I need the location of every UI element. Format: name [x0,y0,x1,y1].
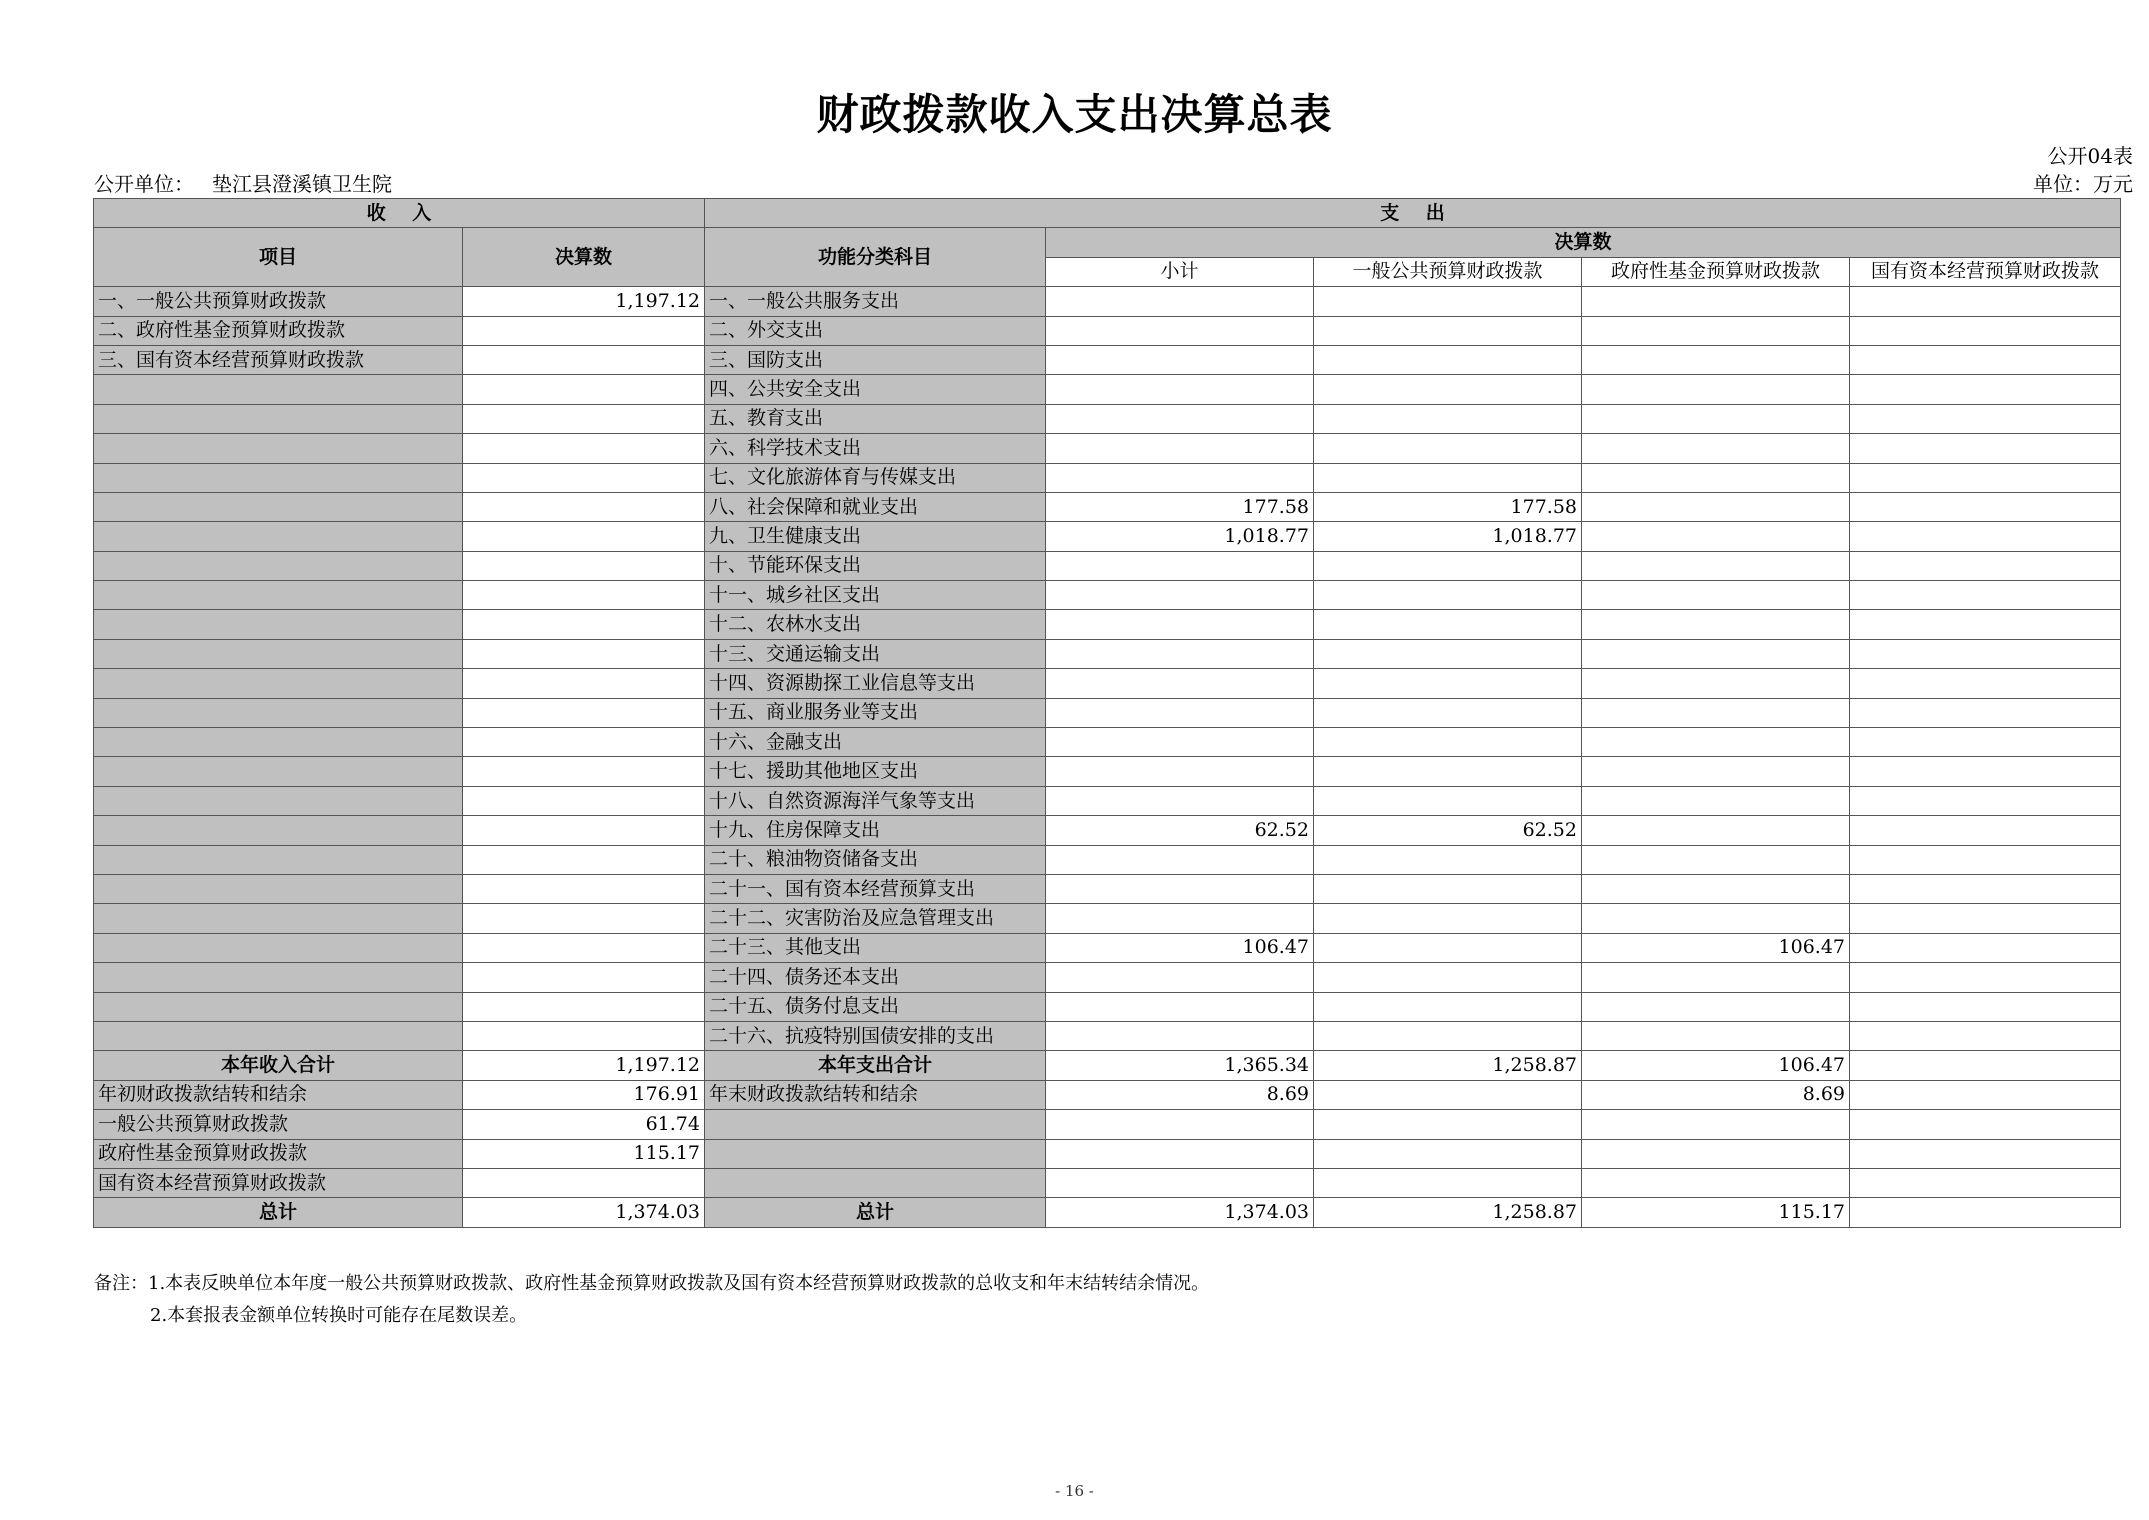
general-budget-cell [1314,551,1582,580]
closing-carry-subtotal: 8.69 [1046,1080,1314,1109]
gov-fund-cell [1582,874,1850,903]
table-row [94,463,2121,492]
gov-fund-cell [1582,316,1850,345]
state-capital-cell [1850,816,2121,845]
expense-category-cell: 十一、城乡社区支出 [705,581,1046,610]
carry-sub-empty [1314,1168,1582,1197]
income-amount-cell [463,434,705,463]
subtotal-cell [1046,375,1314,404]
state-capital-cell [1850,522,2121,551]
income-amount-cell [463,992,705,1021]
income-amount-cell [463,874,705,903]
income-item-cell [94,904,463,933]
income-amount-cell [463,757,705,786]
income-item-cell [94,551,463,580]
general-budget-cell [1314,287,1582,316]
state-capital-cell [1850,639,2121,668]
income-item-cell [94,963,463,992]
table-row [94,698,2121,727]
subtotal-cell [1046,404,1314,433]
table-row [94,845,2121,874]
subtotal-cell [1046,963,1314,992]
general-budget-cell [1314,463,1582,492]
gov-fund-cell [1582,845,1850,874]
table-row [94,581,2121,610]
income-amount-cell [463,963,705,992]
general-budget-cell [1314,669,1582,698]
income-amount-cell [463,581,705,610]
expense-category-cell: 二十六、抗疫特别国债安排的支出 [705,1021,1046,1050]
expense-category-cell: 四、公共安全支出 [705,375,1046,404]
income-amount-cell [463,404,705,433]
table-row [94,1021,2121,1050]
carry-sub-row [94,1168,2121,1197]
grand-total-income-amount: 1,374.03 [463,1198,705,1227]
income-item-cell [94,434,463,463]
annual-expense-fund: 106.47 [1582,1051,1850,1080]
general-budget-cell [1314,698,1582,727]
state-capital-cell [1850,404,2121,433]
gov-fund-cell [1582,816,1850,845]
carry-sub-empty [1850,1110,2121,1139]
income-header: 收 入 [94,199,705,228]
carry-sub-empty [1314,1110,1582,1139]
subtotal-cell [1046,874,1314,903]
table-row [94,375,2121,404]
income-item-cell [94,522,463,551]
carry-sub-empty [1046,1139,1314,1168]
state-capital-cell [1850,904,2121,933]
state-capital-cell [1850,345,2121,374]
table-row [94,551,2121,580]
expense-category-cell: 十九、住房保障支出 [705,816,1046,845]
expense-category-cell: 六、科学技术支出 [705,434,1046,463]
income-amount-cell [463,728,705,757]
carry-sub-row [94,1110,2121,1139]
general-budget-cell [1314,786,1582,815]
income-amount-cell [463,904,705,933]
state-capital-cell [1850,434,2121,463]
carry-sub-label: 一般公共预算财政拨款 [94,1110,463,1139]
annual-expense-subtotal: 1,365.34 [1046,1051,1314,1080]
table-row [94,992,2121,1021]
general-budget-cell [1314,1021,1582,1050]
table-row [94,786,2121,815]
subtotal-cell [1046,551,1314,580]
income-item-cell [94,492,463,521]
state-capital-cell [1850,728,2121,757]
income-amount-cell [463,316,705,345]
expense-header: 支 出 [705,199,2121,228]
subtotal-cell [1046,434,1314,463]
income-amount-cell [463,492,705,521]
gov-fund-cell [1582,698,1850,727]
reporting-unit-label: 公开单位： [94,172,194,196]
income-amount-cell [463,786,705,815]
income-item-cell [94,992,463,1021]
general-budget-cell [1314,404,1582,433]
subtotal-cell [1046,581,1314,610]
subtotal-cell [1046,316,1314,345]
carry-sub-empty [1850,1139,2121,1168]
table-row [94,963,2121,992]
general-budget-cell: 62.52 [1314,816,1582,845]
grand-total-row [94,1198,2121,1227]
state-capital-cell [1850,581,2121,610]
income-item-cell [94,698,463,727]
expense-category-cell: 二十五、债务付息支出 [705,992,1046,1021]
gov-fund-cell [1582,757,1850,786]
table-row [94,757,2121,786]
expense-category-cell: 二十一、国有资本经营预算支出 [705,874,1046,903]
subtotal-header: 小计 [1046,257,1314,286]
subtotal-cell [1046,698,1314,727]
subtotal-cell [1046,669,1314,698]
carry-sub-empty [1582,1110,1850,1139]
reporting-unit-name: 垫江县澄溪镇卫生院 [212,172,392,196]
state-capital-cell [1850,287,2121,316]
general-budget-cell [1314,874,1582,903]
grand-total-subtotal: 1,374.03 [1046,1198,1314,1227]
notes [94,1268,1209,1332]
expense-category-cell: 二、外交支出 [705,316,1046,345]
expense-category-cell: 二十二、灾害防治及应急管理支出 [705,904,1046,933]
subtotal-cell [1046,992,1314,1021]
grand-total-income-label: 总计 [94,1198,463,1227]
table-row [94,404,2121,433]
table-row [94,434,2121,463]
general-budget-cell [1314,963,1582,992]
carry-sub-blank [705,1110,1046,1139]
table-row [94,610,2121,639]
carry-sub-empty [1582,1168,1850,1197]
carry-sub-blank [705,1168,1046,1197]
expense-category-cell: 十二、农林水支出 [705,610,1046,639]
table-row [94,933,2121,962]
expense-category-cell: 十、节能环保支出 [705,551,1046,580]
gov-fund-cell [1582,345,1850,374]
carry-sub-amount: 115.17 [463,1139,705,1168]
general-budget-cell [1314,728,1582,757]
income-amount-cell [463,816,705,845]
income-amount-cell [463,375,705,404]
gov-fund-cell [1582,963,1850,992]
state-capital-cell [1850,463,2121,492]
state-capital-cell [1850,316,2121,345]
subtotal-cell [1046,1021,1314,1050]
annual-income-total-amount: 1,197.12 [463,1051,705,1080]
gov-fund-cell [1582,434,1850,463]
gov-fund-cell [1582,375,1850,404]
state-capital-cell [1850,757,2121,786]
note-1: 备注：1.本表反映单位本年度一般公共预算财政拨款、政府性基金预算财政拨款及国有资本经营预算财政拨款的总收支和年末结转结余情况。 [94,1273,1210,1294]
opening-carry-label: 年初财政拨款结转和结余 [94,1080,463,1109]
income-amount-cell: 1,197.12 [463,287,705,316]
general-budget-cell [1314,434,1582,463]
expense-category-cell: 七、文化旅游体育与传媒支出 [705,463,1046,492]
closing-carry-fund: 8.69 [1582,1080,1850,1109]
general-budget-cell: 177.58 [1314,492,1582,521]
income-amount-cell [463,933,705,962]
table-row [94,522,2121,551]
general-budget-cell [1314,375,1582,404]
table-row [94,816,2121,845]
general-budget-header: 一般公共预算财政拨款 [1314,257,1582,286]
carry-sub-row [94,1139,2121,1168]
opening-carry-amount: 176.91 [463,1080,705,1109]
expense-category-cell: 十三、交通运输支出 [705,639,1046,668]
subtotal-cell [1046,610,1314,639]
subtotal-cell [1046,757,1314,786]
carry-sub-empty [1314,1139,1582,1168]
general-budget-cell [1314,904,1582,933]
general-budget-cell [1314,992,1582,1021]
income-item-cell [94,757,463,786]
gov-fund-cell: 106.47 [1582,933,1850,962]
carry-sub-empty [1046,1110,1314,1139]
gov-fund-cell [1582,639,1850,668]
income-amount-cell [463,522,705,551]
carry-sub-empty [1850,1168,2121,1197]
table-row [94,639,2121,668]
state-capital-header: 国有资本经营预算财政拨款 [1850,257,2121,286]
table-row [94,669,2121,698]
income-item-cell [94,404,463,433]
subtotal-cell [1046,345,1314,374]
general-budget-cell [1314,316,1582,345]
final-amount-header: 决算数 [463,228,705,287]
income-item-cell [94,610,463,639]
income-item-cell [94,375,463,404]
carry-sub-label: 国有资本经营预算财政拨款 [94,1168,463,1197]
subtotal-cell: 106.47 [1046,933,1314,962]
annual-income-total-label: 本年收入合计 [94,1051,463,1080]
gov-fund-cell [1582,992,1850,1021]
state-capital-cell [1850,786,2121,815]
annual-expense-total-label: 本年支出合计 [705,1051,1046,1080]
subtotal-cell: 1,018.77 [1046,522,1314,551]
state-capital-cell [1850,610,2121,639]
income-item-cell [94,816,463,845]
state-capital-cell [1850,963,2121,992]
income-item-cell: 三、国有资本经营预算财政拨款 [94,345,463,374]
table-row [94,728,2121,757]
expense-category-cell: 三、国防支出 [705,345,1046,374]
table-row [94,345,2121,374]
closing-carry-general [1314,1080,1582,1109]
income-item-cell [94,728,463,757]
carry-over-row [94,1080,2121,1109]
income-amount-cell [463,845,705,874]
header-row-2 [94,228,2121,257]
gov-fund-cell [1582,728,1850,757]
gov-fund-header: 政府性基金预算财政拨款 [1582,257,1850,286]
income-item-cell [94,874,463,903]
state-capital-cell [1850,698,2121,727]
table-row [94,874,2121,903]
grand-total-fund: 115.17 [1582,1198,1850,1227]
state-capital-cell [1850,669,2121,698]
item-header: 项目 [94,228,463,287]
closing-carry-label: 年末财政拨款结转和结余 [705,1080,1046,1109]
income-amount-cell [463,463,705,492]
income-amount-cell [463,1021,705,1050]
expense-category-cell: 八、社会保障和就业支出 [705,492,1046,521]
subtotal-cell [1046,639,1314,668]
table-row [94,287,2121,316]
gov-fund-cell [1582,669,1850,698]
annual-expense-general: 1,258.87 [1314,1051,1582,1080]
state-capital-cell [1850,933,2121,962]
final-amount-group-header: 决算数 [1046,228,2121,257]
income-item-cell: 二、政府性基金预算财政拨款 [94,316,463,345]
subtotal-cell [1046,728,1314,757]
general-budget-cell [1314,757,1582,786]
expense-category-cell: 十五、商业服务业等支出 [705,698,1046,727]
note-2: 2.本套报表金额单位转换时可能存在尾数误差。 [150,1305,528,1326]
state-capital-cell [1850,1021,2121,1050]
reporting-unit [94,168,392,197]
carry-sub-blank [705,1139,1046,1168]
income-item-cell [94,463,463,492]
grand-total-general: 1,258.87 [1314,1198,1582,1227]
state-capital-cell [1850,492,2121,521]
expense-category-cell: 十七、援助其他地区支出 [705,757,1046,786]
income-amount-cell [463,610,705,639]
general-budget-cell: 1,018.77 [1314,522,1582,551]
grand-total-capital [1850,1198,2121,1227]
expense-category-cell: 九、卫生健康支出 [705,522,1046,551]
expense-category-cell: 二十、粮油物资储备支出 [705,845,1046,874]
expense-category-cell: 二十四、债务还本支出 [705,963,1046,992]
state-capital-cell [1850,874,2121,903]
gov-fund-cell [1582,610,1850,639]
income-item-cell [94,639,463,668]
state-capital-cell [1850,551,2121,580]
income-item-cell [94,669,463,698]
subtotal-cell: 62.52 [1046,816,1314,845]
table-row [94,904,2121,933]
header-row-1 [94,199,2121,228]
subtotal-cell [1046,845,1314,874]
subtotal-cell: 177.58 [1046,492,1314,521]
annual-expense-capital [1850,1051,2121,1080]
income-item-cell [94,1021,463,1050]
subtotal-cell [1046,786,1314,815]
expense-category-cell: 十四、资源勘探工业信息等支出 [705,669,1046,698]
subtotal-cell [1046,463,1314,492]
gov-fund-cell [1582,287,1850,316]
table-row [94,492,2121,521]
carry-sub-empty [1582,1139,1850,1168]
page-title: 财政拨款收入支出决算总表 [816,90,1333,139]
gov-fund-cell [1582,522,1850,551]
gov-fund-cell [1582,786,1850,815]
carry-sub-label: 政府性基金预算财政拨款 [94,1139,463,1168]
income-item-cell [94,845,463,874]
page-number: - 16 - [1055,1482,1094,1500]
general-budget-cell [1314,610,1582,639]
general-budget-cell [1314,845,1582,874]
table-row [94,316,2121,345]
subtotal-cell [1046,904,1314,933]
state-capital-cell [1850,375,2121,404]
income-item-cell: 一、一般公共预算财政拨款 [94,287,463,316]
income-amount-cell [463,698,705,727]
budget-summary-table [93,198,2121,1228]
gov-fund-cell [1582,404,1850,433]
general-budget-cell [1314,581,1582,610]
income-amount-cell [463,345,705,374]
income-item-cell [94,581,463,610]
annual-total-row [94,1051,2121,1080]
general-budget-cell [1314,933,1582,962]
income-item-cell [94,786,463,815]
grand-total-expense-label: 总计 [705,1198,1046,1227]
expense-category-cell: 十八、自然资源海洋气象等支出 [705,786,1046,815]
gov-fund-cell [1582,904,1850,933]
form-number: 公开04表 [2047,144,2133,168]
income-amount-cell [463,551,705,580]
state-capital-cell [1850,845,2121,874]
income-amount-cell [463,669,705,698]
expense-category-cell: 二十三、其他支出 [705,933,1046,962]
expense-category-cell: 十六、金融支出 [705,728,1046,757]
closing-carry-capital [1850,1080,2121,1109]
function-category-header: 功能分类科目 [705,228,1046,287]
subtotal-cell [1046,287,1314,316]
currency-unit: 单位：万元 [2033,172,2133,196]
general-budget-cell [1314,639,1582,668]
income-amount-cell [463,639,705,668]
carry-sub-amount [463,1168,705,1197]
carry-sub-empty [1046,1168,1314,1197]
income-item-cell [94,933,463,962]
general-budget-cell [1314,345,1582,374]
gov-fund-cell [1582,1021,1850,1050]
expense-category-cell: 五、教育支出 [705,404,1046,433]
expense-category-cell: 一、一般公共服务支出 [705,287,1046,316]
state-capital-cell [1850,992,2121,1021]
gov-fund-cell [1582,492,1850,521]
gov-fund-cell [1582,581,1850,610]
gov-fund-cell [1582,463,1850,492]
gov-fund-cell [1582,551,1850,580]
carry-sub-amount: 61.74 [463,1110,705,1139]
